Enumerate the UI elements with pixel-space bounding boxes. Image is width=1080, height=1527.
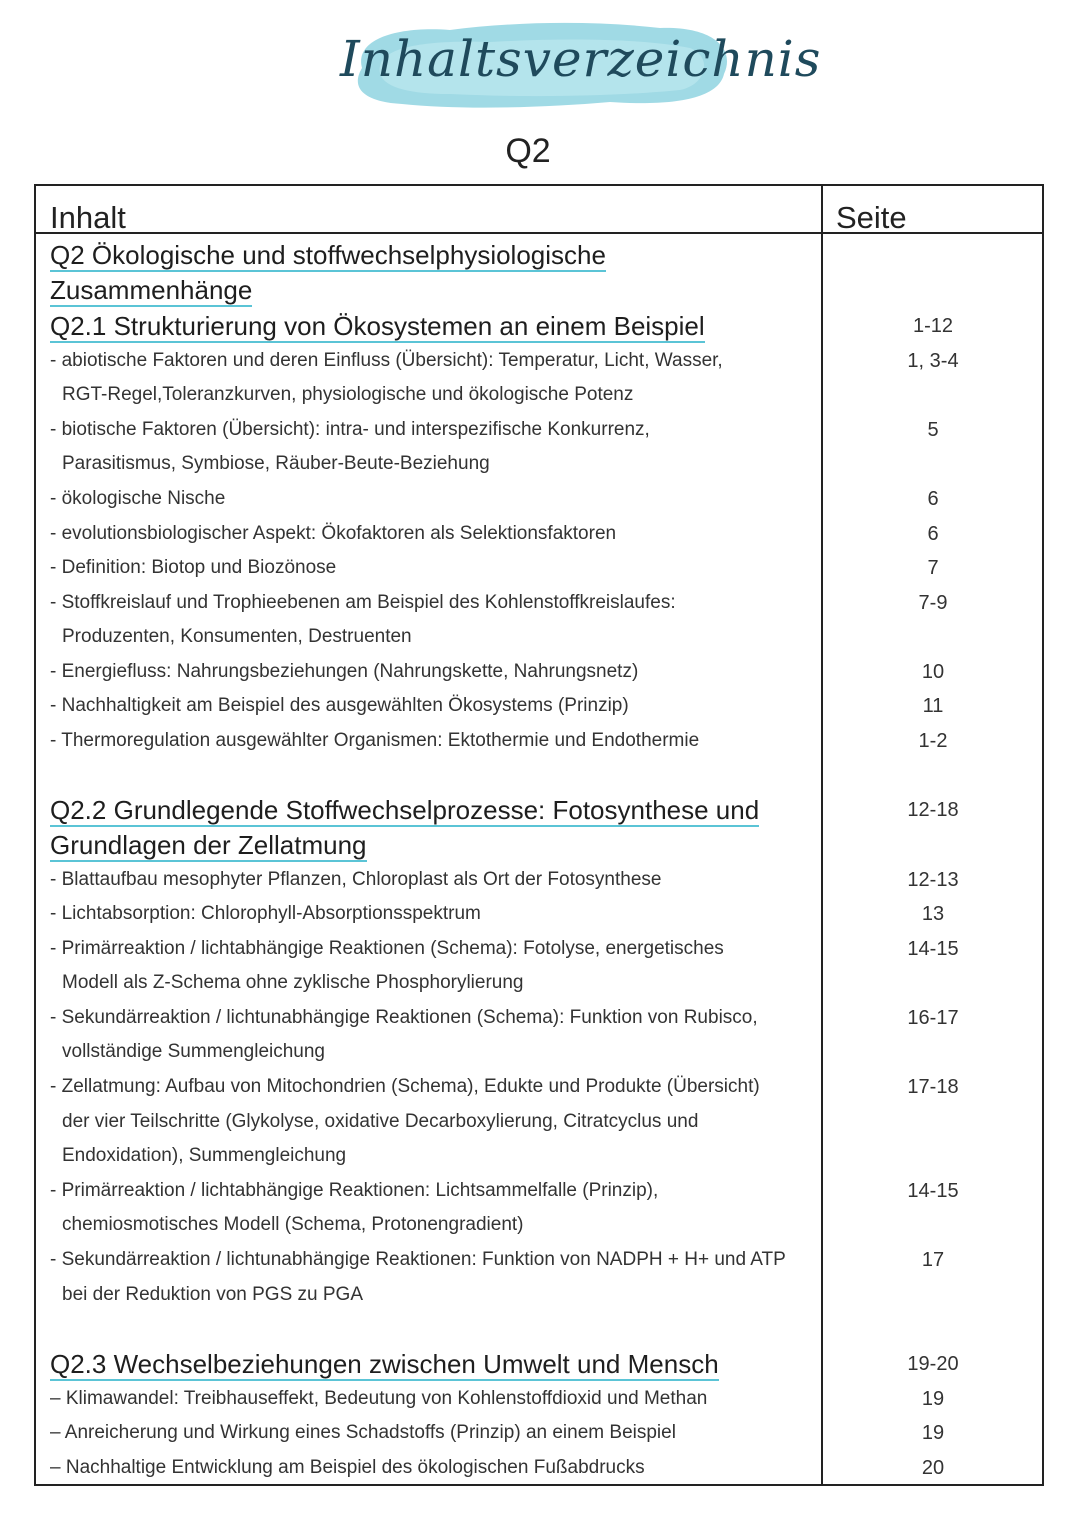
toc-entry-continued: bei der Reduktion von PGS zu PGA	[62, 1284, 363, 1305]
toc-page: 6	[927, 488, 939, 510]
toc-page: 14-15	[907, 1180, 959, 1202]
toc-page: 6	[927, 523, 939, 545]
toc-page: 20	[921, 1457, 945, 1479]
toc-heading: Q2 Ökologische und stoffwechselphysiologische	[50, 240, 606, 270]
toc-page: 7-9	[918, 592, 948, 614]
toc-entry-continued: Produzenten, Konsumenten, Destruenten	[62, 626, 412, 647]
toc-entry: - Primärreaktion / lichtabhängige Reaktionen: Lichtsammelfalle (Prinzip),	[50, 1180, 659, 1201]
toc-page: 19-20	[907, 1353, 959, 1375]
toc-page: 1-12	[912, 315, 954, 337]
toc-page: 11	[922, 695, 944, 717]
toc-entry: - Zellatmung: Aufbau von Mitochondrien (Schema), Edukte und Produkte (Übersicht)	[50, 1076, 760, 1097]
toc-heading: Grundlagen der Zellatmung	[50, 830, 367, 860]
toc-entry: - Lichtabsorption: Chlorophyll-Absorptionsspektrum	[50, 903, 481, 924]
page-title: Inhaltsverzeichnis	[340, 30, 822, 88]
toc-entry: - Sekundärreaktion / lichtunabhängige Reaktionen (Schema): Funktion von Rubisco,	[50, 1007, 758, 1028]
toc-entry: - abiotische Faktoren und deren Einfluss (Übersicht): Temperatur, Licht, Wasser,	[50, 350, 723, 371]
toc-entry: – Klimawandel: Treibhauseffekt, Bedeutung von Kohlenstoffdioxid und Methan	[50, 1388, 708, 1409]
toc-heading: Q2.2 Grundlegende Stoffwechselprozesse: Fotosynthese und	[50, 795, 760, 825]
toc-entry: - Energiefluss: Nahrungsbeziehungen (Nahrungskette, Nahrungsnetz)	[50, 661, 639, 682]
toc-entry-continued: der vier Teilschritte (Glykolyse, oxidative Decarboxylierung, Citratcyclus und	[62, 1111, 699, 1132]
toc-page: 12-13	[907, 869, 959, 891]
toc-entry: - evolutionsbiologischer Aspekt: Ökofaktoren als Selektionsfaktoren	[50, 523, 617, 544]
header-page: Seite	[836, 200, 907, 235]
toc-heading: Q2.1 Strukturierung von Ökosystemen an einem Beispiel	[50, 311, 705, 341]
section-label: Q2	[505, 132, 551, 170]
toc-entry: - Primärreaktion / lichtabhängige Reaktionen (Schema): Fotolyse, energetisches	[50, 938, 724, 959]
toc-page: 14-15	[907, 938, 959, 960]
toc-entry: - biotische Faktoren (Übersicht): intra- und interspezifische Konkurrenz,	[50, 419, 650, 440]
toc-page: 5	[927, 419, 939, 441]
toc-heading: Q2.3 Wechselbeziehungen zwischen Umwelt und Mensch	[50, 1349, 719, 1379]
toc-heading: Zusammenhänge	[50, 275, 253, 305]
toc-entry: - Thermoregulation ausgewählter Organismen: Ektothermie und Endothermie	[50, 730, 700, 751]
toc-entry: – Nachhaltige Entwicklung am Beispiel des ökologischen Fußabdrucks	[50, 1457, 645, 1478]
toc-page: 12-18	[907, 799, 959, 821]
header-content: Inhalt	[50, 200, 126, 235]
toc-entry: - ökologische Nische	[50, 488, 226, 509]
toc-entry-continued: vollständige Summengleichung	[62, 1041, 325, 1062]
title-banner	[340, 8, 822, 120]
toc-page: 13	[921, 903, 945, 925]
toc-page: 17	[921, 1249, 945, 1271]
toc-page: 10	[921, 661, 945, 683]
toc-entry-continued: RGT-Regel,Toleranzkurven, physiologische und ökologische Potenz	[62, 384, 634, 405]
toc-entry-continued: Modell als Z-Schema ohne zyklische Phosphorylierung	[62, 972, 524, 993]
toc-entry-continued: chemiosmotisches Modell (Schema, Protonengradient)	[62, 1214, 524, 1235]
toc-entry-continued: Endoxidation), Summengleichung	[62, 1145, 347, 1166]
toc-page: 7	[927, 557, 939, 579]
toc-page: 19	[921, 1388, 945, 1410]
toc-entry: - Nachhaltigkeit am Beispiel des ausgewählten Ökosystems (Prinzip)	[50, 695, 629, 716]
toc-entry: - Definition: Biotop und Biozönose	[50, 557, 337, 578]
toc-entry: - Stoffkreislauf und Trophieebenen am Beispiel des Kohlenstoffkreislaufes:	[50, 592, 676, 613]
toc-entry: - Blattaufbau mesophyter Pflanzen, Chloroplast als Ort der Fotosynthese	[50, 869, 662, 890]
toc-entry-continued: Parasitismus, Symbiose, Räuber-Beute-Beziehung	[62, 453, 490, 474]
toc-page: 16-17	[907, 1007, 959, 1029]
toc-page: 19	[921, 1422, 945, 1444]
toc-page: 1, 3-4	[907, 350, 959, 372]
toc-entry: - Sekundärreaktion / lichtunabhängige Reaktionen: Funktion von NADPH + H+ und ATP	[50, 1249, 786, 1270]
toc-entry: – Anreicherung und Wirkung eines Schadstoffs (Prinzip) an einem Beispiel	[50, 1422, 676, 1443]
toc-page: 17-18	[907, 1076, 959, 1098]
toc-page: 1-2	[918, 730, 948, 752]
